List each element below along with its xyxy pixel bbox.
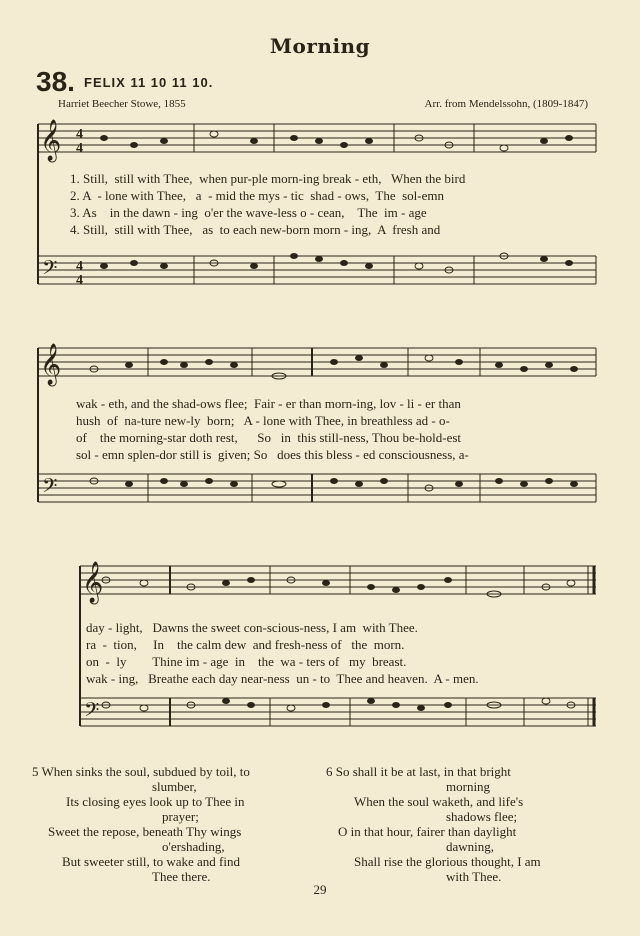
svg-text:4: 4 [76, 127, 83, 142]
lyric-line: 4. Still, still with Thee, as to each new-born morn - ing, A fresh and [70, 222, 441, 237]
lyric-line: 1. Still, still with Thee, when pur-ple morn-ing break - eth, When the bird [70, 171, 466, 186]
hymn-number: 38. [36, 66, 75, 97]
stanza-number: 5 [32, 764, 39, 779]
lyric-line: 2. A - lone with Thee, a - mid the mys - tic shad - ows, The sol-emn [70, 188, 444, 203]
stanza-5: 5 When sinks the soul, subdued by toil, to slumber, Its closing eyes look up to Thee in prayer; Sweet the repose, beneath Thy wings o'ershading, But sweeter still, to wake and find Thee there. [32, 764, 250, 884]
svg-text:4: 4 [76, 259, 83, 274]
lyric-line: day - light, Dawns the sweet con-scious-ness, I am with Thee. [86, 620, 418, 635]
stanza-6: 6 So shall it be at last, in that bright morning When the soul waketh, and life's shadows flee; O in that hour, fairer than daylight dawning, Shall rise the glorious thought, I am with Thee. [326, 764, 541, 884]
arranger-credit: Arr. from Mendelssohn, (1809-1847) [424, 98, 588, 110]
svg-text:4: 4 [76, 273, 83, 288]
lyric-line: wak - ing, Breathe each day near-ness un - to Thee and heaven. A - men. [86, 671, 479, 686]
lyric-line: of the morning-star doth rest, So in this still-ness, Thou be-hold-est [76, 430, 462, 445]
lyric-line: 3. As in the dawn - ing o'er the wave-less o - cean, The im - age [70, 205, 427, 220]
lyric-line: wak - eth, and the shad-ows flee; Fair - er than morn-ing, lov - li - er than [76, 396, 461, 411]
lyric-line: hush of na-ture new-ly born; A - lone with Thee, in breathless ad - o- [76, 413, 450, 428]
svg-text:𝄞: 𝄞 [40, 344, 62, 385]
svg-text:𝄢: 𝄢 [84, 698, 100, 726]
svg-text:4: 4 [76, 141, 83, 156]
author-credit: Harriet Beecher Stowe, 1855 [58, 98, 186, 110]
music-system-3 [76, 558, 600, 748]
svg-text:𝄞: 𝄞 [82, 562, 104, 603]
lyric-line: on - ly Thine im - age in the wa - ters of my breast. [86, 654, 407, 669]
page-number: 29 [313, 882, 327, 897]
svg-text:𝄢: 𝄢 [42, 256, 58, 284]
lyric-line: ra - tion, In the calm dew and fresh-ness of the morn. [86, 637, 405, 652]
svg-text:𝄢: 𝄢 [42, 474, 58, 502]
svg-text:𝄞: 𝄞 [40, 120, 62, 161]
stanza-number: 6 [326, 764, 333, 779]
lyric-line: sol - emn splen-dor still is given; So does this bless - ed consciousness, a- [76, 447, 469, 462]
page-title: Morning [269, 34, 371, 58]
tune-name: FELIX 11 10 11 10. [84, 75, 214, 90]
